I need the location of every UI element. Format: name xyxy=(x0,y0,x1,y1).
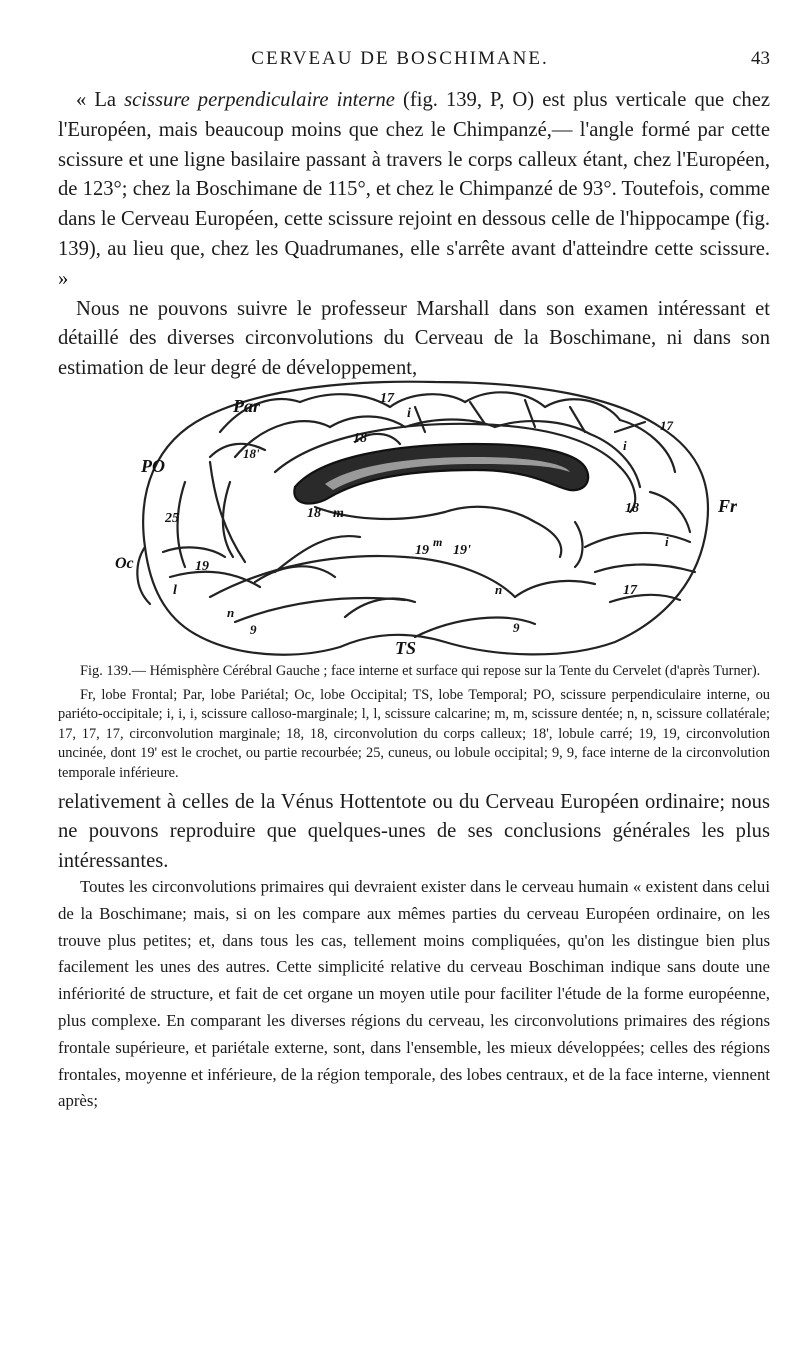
calcarine-fissure xyxy=(170,572,260,587)
quote-italic-term: scissure perpendiculaire interne xyxy=(124,89,395,111)
label-ts: TS xyxy=(395,638,417,657)
body-text-top xyxy=(58,86,770,384)
label-19: 19 xyxy=(195,559,209,574)
label-i-right2: i xyxy=(665,534,669,549)
label-fr: Fr xyxy=(718,496,738,516)
page-number: 43 xyxy=(751,48,770,69)
label-18-right: 18 xyxy=(625,501,639,516)
quote-paragraph xyxy=(58,86,770,295)
label-m: m xyxy=(333,506,344,521)
brain-figure xyxy=(115,372,745,657)
label-i-right: i xyxy=(623,438,627,453)
label-n2: n xyxy=(495,582,503,597)
label-18-mid: 18 xyxy=(307,506,321,521)
figure-caption xyxy=(58,662,770,784)
quote-open: « La xyxy=(76,89,125,111)
label-l-left: l xyxy=(173,583,177,598)
paragraph-3: Toutes les circonvolutions primaires qui devraient exister dans le cerveau humain « existent dans celui de la Boschimane; mais, si on les compare aux mêmes parties du cerveau Européen ordinaire, on les trouve plus petites; et, dans tous les cas, tellement moins compliquées, qu'on les distingue bien plus facilement les unes des autres. Cette simplicité relative du cerveau Boschiman indique sans doute une infériorité de structure, et fait de cet organe un moyen utile pour faciliter l'étude de la forme européenne, plus complexe. En comparant les diverses régions du cerveau, les circonvolutions primaires des régions frontale supérieure, et pariétale externe, sont, dans l'ensemble, les mieux développées; celles des régions frontales, moyenne et inférieure, de la région temporale, des lobes centraux, et de la face interne, viennent après; xyxy=(58,877,770,1111)
paragraph-1: Nous ne pouvons suivre le professeur Marshall dans son examen intéressant et détaillé des diverses circonvolutions du Cerveau de la Boschimane, ni dans son estimation de leur degré de développement, xyxy=(58,297,770,380)
label-9a: 9 xyxy=(250,622,257,637)
label-po: PO xyxy=(141,456,165,476)
brain-hemisphere-illustration xyxy=(115,372,745,657)
label-25: 25 xyxy=(165,511,179,526)
label-17-top-right: 17 xyxy=(660,418,673,433)
label-18-top: 18 xyxy=(353,431,367,446)
caption-title: — Hémisphère Cérébral Gauche ; face interne et surface qui repose sur la Tente du Cervelet (d'après Turner). xyxy=(131,663,761,679)
label-17-right: 17 xyxy=(623,583,637,598)
label-19-m: 19 xyxy=(415,543,429,558)
quote-rest: (fig. 139, P, O) est plus verticale que chez l'Européen, mais beaucoup moins que chez le Chimpanzé,— l'angle formé par cette scissure et une ligne basilaire passant à travers le corps calleux étant, chez l'Européen, de 123°; chez la Boschimane de 115°, et chez le Chimpanzé de 93°. Toutefois, comme dans le Cerveau Européen, cette scissure rejoint en dessous celle de l'hippocampe (fig. 139), au lieu que, chez les Quadrumanes, elle s'arrête avant d'atteindre cette scissure. » xyxy=(58,89,770,290)
caption-legend: Fr, lobe Frontal; Par, lobe Pariétal; Oc, lobe Occipital; TS, lobe Temporal; PO, scissure perpendiculaire interne, ou pariéto-occipitale; i, i, i, scissure calloso-marginale; l, l, scissure calcarine; m, m, scissure dentée; n, n, scissure collatérale; 17, 17, 17, circonvolution marginale; 18, 18, circonvolution du corps calleux; 18', lobule carré; 19, 19, circonvolution uncinée, dont 19' est le crochet, ou partie recourbée; 25, cuneus, ou lobule occipital; 9, 9, face interne de la circonvolution temporale inférieure. xyxy=(58,686,770,781)
label-m2: m xyxy=(433,535,443,549)
fig-label: Fig. 139. xyxy=(80,663,132,679)
running-title: CERVEAU DE BOSCHIMANE. xyxy=(251,48,549,69)
paragraph-2: relativement à celles de la Vénus Hottentote ou du Cerveau Européen ordinaire; nous ne pouvons reproduire que quelques-unes de ses conclusions générales les plus intéressantes. xyxy=(58,791,770,872)
label-9b: 9 xyxy=(513,620,520,635)
occipital-curve xyxy=(137,547,150,604)
label-i-top: i xyxy=(407,406,411,421)
label-oc: Oc xyxy=(115,555,134,572)
corpus-callosum xyxy=(294,444,588,504)
small-text-block xyxy=(58,874,770,1115)
label-17: 17 xyxy=(380,391,394,406)
running-head xyxy=(0,48,800,72)
caption-title-line xyxy=(58,662,770,682)
label-par: Par xyxy=(233,396,260,416)
label-18-prime: 18' xyxy=(243,446,260,461)
label-n1: n xyxy=(227,605,235,620)
collateral-fissure xyxy=(210,556,515,597)
label-19-prime: 19' xyxy=(453,543,471,558)
